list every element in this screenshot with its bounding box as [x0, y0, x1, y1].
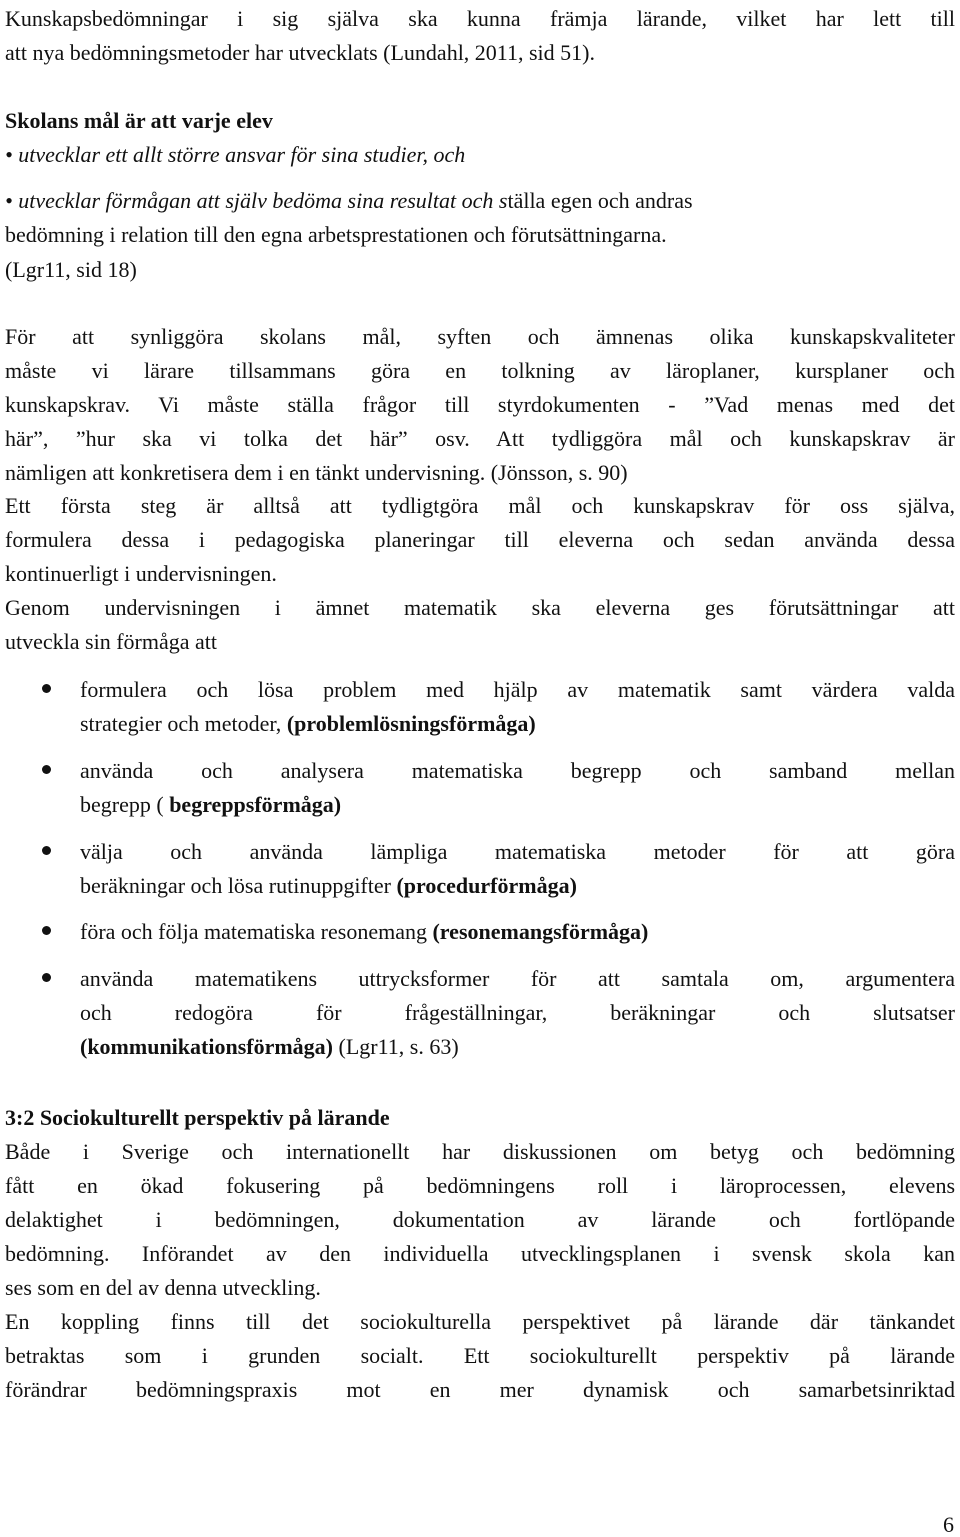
bullet-icon — [42, 684, 51, 693]
ability-name: begreppsförmåga) — [169, 792, 342, 817]
list-item-line: välja och använda lämpliga matematiska metoder för att göra — [80, 839, 955, 864]
list-item-text: beräkningar och lösa rutinuppgifter — [80, 873, 397, 898]
goal-item-italic: • utvecklar förmågan att själv bedöma sina resultat och s — [5, 188, 508, 213]
goal-item-rest: tälla egen och andras — [507, 188, 693, 213]
goal-item-line: bedömning i relation till den egna arbetsprestationen och förutsättningarna. — [5, 222, 667, 247]
ability-name: (resonemangsförmåga) — [432, 919, 649, 944]
list-item-line: använda matematikens uttrycksformer för att samtala om, argumentera — [80, 966, 955, 991]
list-item-line — [80, 869, 955, 903]
paragraph-line: Ett första steg är alltså att tydligtgöra mål och kunskapskrav för oss själva, — [5, 493, 955, 518]
list-item-line — [80, 1030, 955, 1064]
paragraph-line: För att synliggöra skolans mål, syften och ämnenas olika kunskapskvaliteter — [5, 324, 955, 349]
paragraph-line: delaktighet i bedömningen, dokumentation av lärande och fortlöpande — [5, 1207, 955, 1232]
paragraph-line: här”, ”hur ska vi tolka det här” osv. Att tydliggöra mål och kunskapskrav är — [5, 426, 955, 451]
ability-name: (kommunikationsförmåga) — [80, 1034, 334, 1059]
bullet-icon — [42, 973, 51, 982]
paragraph-line: formulera dessa i pedagogiska planeringar till eleverna och sedan använda dessa — [5, 527, 955, 552]
paragraph-line: kontinuerligt i undervisningen. — [5, 561, 277, 586]
paragraph-line: En koppling finns till det sociokulturella perspektivet på lärande där tänkandet — [5, 1309, 955, 1334]
list-item-text: begrepp ( — [80, 792, 170, 817]
list-item-text: föra och följa matematiska resonemang — [80, 919, 433, 944]
paragraph-line: betraktas som i grunden socialt. Ett sociokulturellt perspektiv på lärande — [5, 1343, 955, 1368]
paragraph-line: bedömning. Införandet av den individuella utvecklingsplanen i svensk skola kan — [5, 1241, 955, 1266]
paragraph-line: förändrar bedömningspraxis mot en mer dynamisk och samarbetsinriktad — [5, 1377, 955, 1402]
goals-heading: Skolans mål är att varje elev — [5, 108, 273, 133]
list-item-text: strategier och metoder, — [80, 711, 287, 736]
bullet-icon — [42, 846, 51, 855]
paragraph-line: måste vi lärare tillsammans göra en tolkning av läroplaner, kursplaner och — [5, 358, 955, 383]
paragraph-line: att nya bedömningsmetoder har utvecklats (Lundahl, 2011, sid 51). — [5, 40, 595, 65]
paragraph-line: ses som en del av denna utveckling. — [5, 1275, 321, 1300]
goal-item: • utvecklar ett allt större ansvar för sina studier, och — [5, 142, 466, 167]
list-item-line: formulera och lösa problem med hjälp av matematik samt värdera valda — [80, 677, 955, 702]
ability-name: (problemlösningsförmåga) — [286, 711, 536, 736]
list-item-line — [80, 788, 955, 822]
section-heading: 3:2 Sociokulturellt perspektiv på lärande — [5, 1105, 390, 1130]
list-item-line: och redogöra för frågeställningar, beräkningar och slutsatser — [80, 1000, 955, 1025]
paragraph-line: utveckla sin förmåga att — [5, 629, 217, 654]
paragraph-line: kunskapskrav. Vi måste ställa frågor till styrdokumenten - ”Vad menas med det — [5, 392, 955, 417]
paragraph-line: Både i Sverige och internationellt har diskussionen om betyg och bedömning — [5, 1139, 955, 1164]
paragraph-line: fått en ökad fokusering på bedömningens roll i läroprocessen, elevens — [5, 1173, 955, 1198]
page-number: 6 — [943, 1512, 954, 1537]
list-item-line: använda och analysera matematiska begrepp och samband mellan — [80, 758, 955, 783]
paragraph-line: nämligen att konkretisera dem i en tänkt undervisning. (Jönsson, s. 90) — [5, 460, 628, 485]
bullet-icon — [42, 765, 51, 774]
citation: (Lgr11, sid 18) — [5, 257, 137, 282]
paragraph-line: Kunskapsbedömningar i sig själva ska kunna främja lärande, vilket har lett till — [5, 6, 955, 31]
citation: (Lgr11, s. 63) — [333, 1034, 459, 1059]
bullet-icon — [42, 926, 51, 935]
ability-name: (procedurförmåga) — [396, 873, 577, 898]
goal-item — [5, 184, 955, 218]
paragraph-line: Genom undervisningen i ämnet matematik ska eleverna ges förutsättningar att — [5, 595, 955, 620]
list-item-line — [80, 707, 955, 741]
list-item-line — [80, 915, 955, 949]
